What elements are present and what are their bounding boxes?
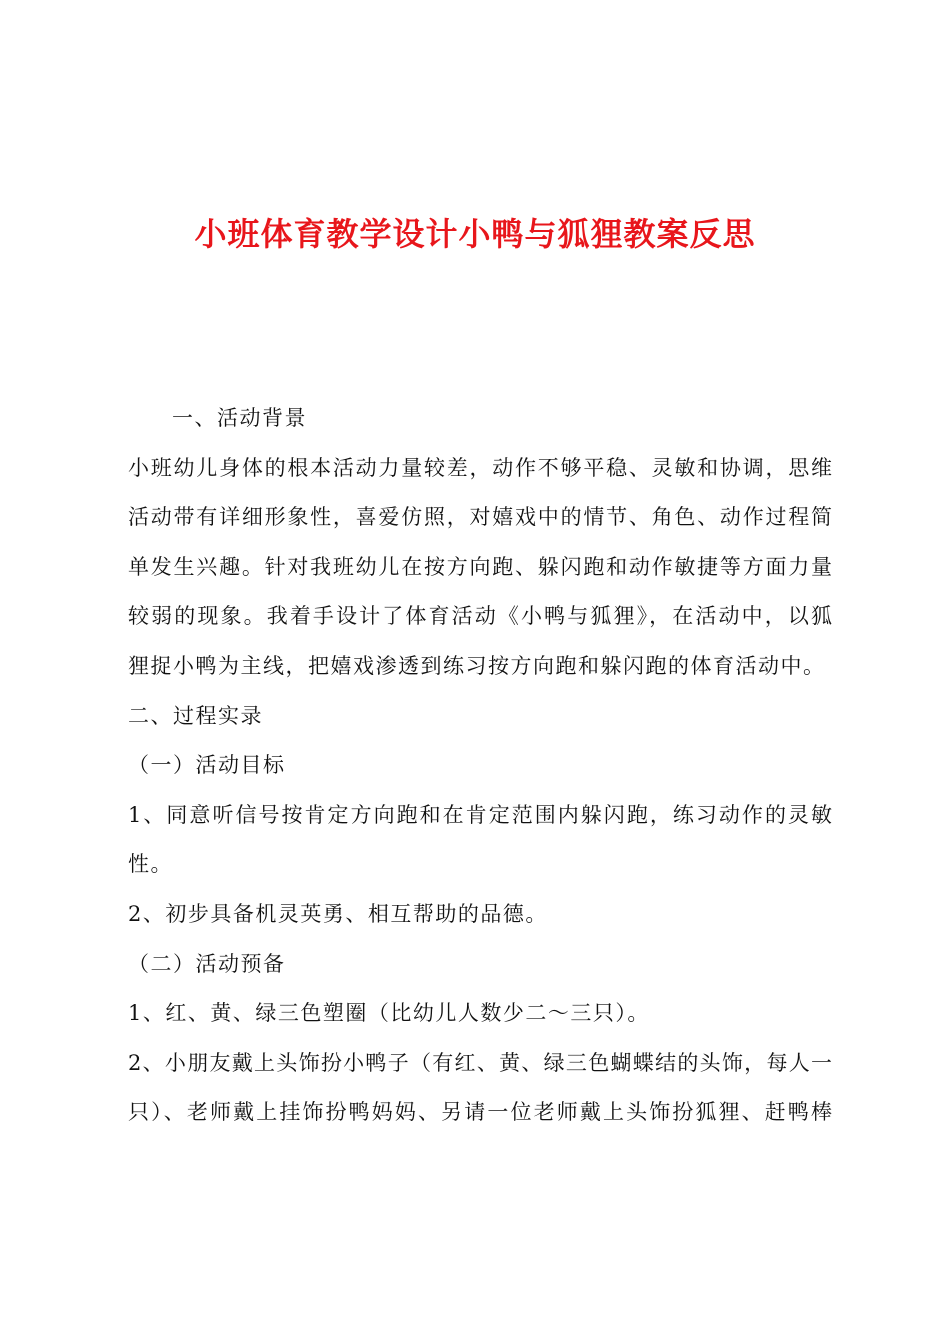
paragraph-line: 1、红、黄、绿三色塑圈（比幼儿人数少二～三只）。 — [128, 1001, 650, 1026]
paragraph-line: 只）、老师戴上挂饰扮鸭妈妈、另请一位老师戴上头饰扮狐狸、赶鸭棒 — [128, 1100, 832, 1125]
paragraph-line: 活动带有详细形象性，喜爱仿照，对嬉戏中的情节、角色、动作过程简 — [128, 505, 832, 530]
subsection-heading-goals: （一）活动目标 — [128, 753, 286, 778]
section-heading-background: 一、活动背景 — [172, 406, 307, 430]
paragraph-line: 1、同意听信号按肯定方向跑和在肯定范围内躲闪跑，练习动作的灵敏 — [128, 802, 832, 827]
paragraph-line: 2、小朋友戴上头饰扮小鸭子（有红、黄、绿三色蝴蝶结的头饰，每人一 — [128, 1050, 832, 1075]
document-title: 小班体育教学设计小鸭与狐狸教案反思 — [194, 215, 756, 253]
paragraph-line: 较弱的现象。我着手设计了体育活动《小鸭与狐狸》，在活动中，以狐 — [128, 604, 832, 629]
paragraph-line: 2、初步具备机灵英勇、相互帮助的品德。 — [128, 901, 548, 926]
paragraph-line: 性。 — [128, 852, 173, 877]
subsection-heading-preparation: （二）活动预备 — [128, 951, 286, 976]
paragraph-line: 单发生兴趣。针对我班幼儿在按方向跑、躲闪跑和动作敏捷等方面力量 — [128, 554, 832, 579]
paragraph-line: 小班幼儿身体的根本活动力量较差，动作不够平稳、灵敏和协调，思维 — [128, 455, 832, 480]
document-body — [128, 394, 832, 1138]
paragraph-line: 狸捉小鸭为主线，把嬉戏渗透到练习按方向跑和躲闪跑的体育活动中。 — [128, 653, 826, 678]
section-heading-process: 二、过程实录 — [128, 703, 263, 728]
